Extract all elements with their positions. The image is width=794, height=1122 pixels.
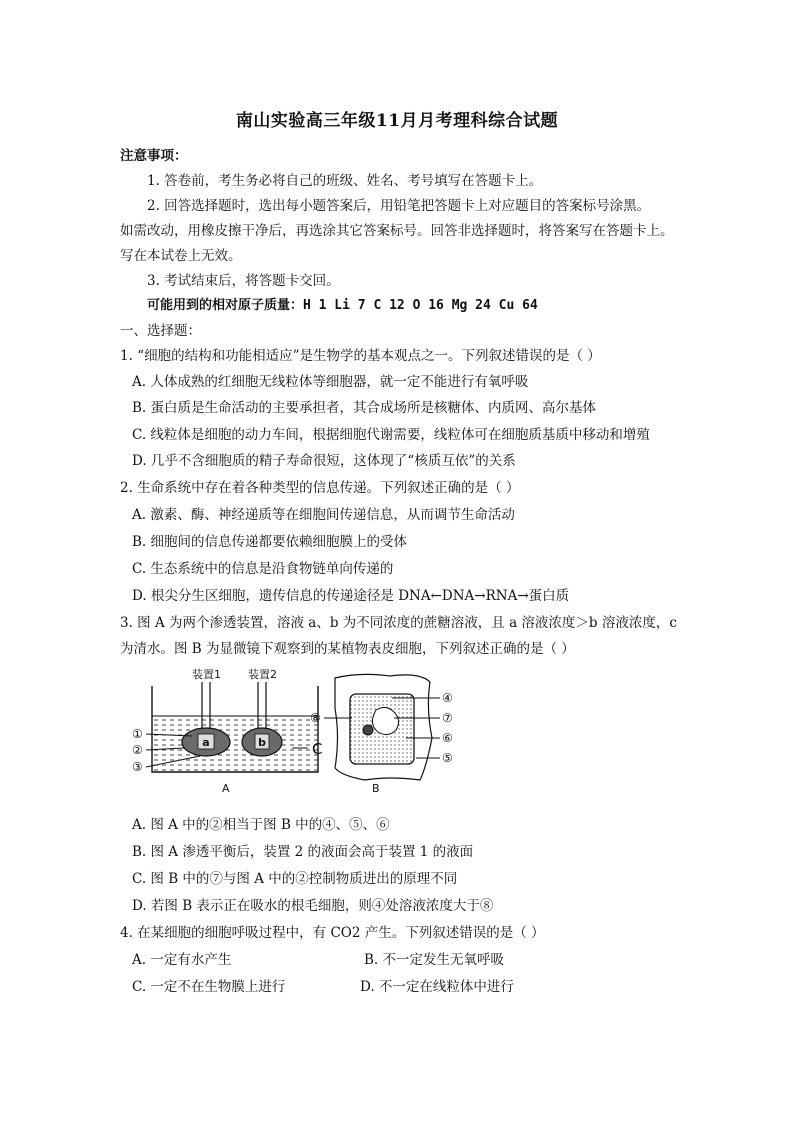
q2-option-b: B. 细胞间的信息传递都要依赖细胞膜上的受体 [132, 534, 408, 550]
page-title: 南山实验高三年级11月月考理科综合试题 [235, 111, 559, 131]
osmosis-diagram [130, 668, 510, 798]
marker-7: ⑦ [442, 711, 453, 725]
notes-heading: 注意事项： [120, 148, 188, 164]
q3-option-b: B. 图 A 渗透平衡后，装置 2 的液面会高于装置 1 的液面 [132, 844, 474, 860]
osmosis-figure [130, 668, 510, 802]
q3-option-a: A. 图 A 中的②相当于图 B 中的④、⑤、⑥ [132, 817, 390, 833]
q1-option-d: D. 几乎不含细胞质的精子寿命很短，这体现了“核质互依”的关系 [132, 453, 516, 469]
q4-option-b: B. 不一定发生无氧呼吸 [364, 952, 505, 968]
q3-stem-line-1: 3. 图 A 为两个渗透装置，溶液 a、b 为不同浓度的蔗糖溶液，且 a 溶液浓度＞b 溶液浓度，c [120, 615, 677, 631]
q3-option-c: C. 图 B 中的⑦与图 A 中的②控制物质进出的原理不同 [132, 871, 458, 887]
q2-option-c: C. 生态系统中的信息是沿食物链单向传递的 [132, 561, 394, 577]
water-c-label: C [312, 740, 323, 758]
solution-a-label: a [202, 736, 210, 749]
section-heading: 一、选择题： [120, 323, 201, 339]
q4-stem: 4. 在某细胞的细胞呼吸过程中，有 CO2 产生。下列叙述错误的是（ ） [120, 925, 545, 941]
marker-3: ③ [132, 760, 143, 774]
q1-option-c: C. 线粒体是细胞的动力车间，根据细胞代谢需要，线粒体可在细胞质基质中移动和增殖 [132, 427, 650, 443]
figure-b-label: B [372, 782, 380, 795]
marker-8: ⑧ [310, 711, 321, 725]
marker-1: ① [132, 727, 143, 741]
q1-option-b: B. 蛋白质是生命活动的主要承担者，其合成场所是核糖体、内质网、高尔基体 [132, 400, 597, 416]
note-2-line-1: 2. 回答选择题时，选出每小题答案后，用铅笔把答题卡上对应题目的答案标号涂黑。 [147, 198, 651, 214]
note-1: 1. 答卷前，考生务必将自己的班级、姓名、考号填写在答题卡上。 [147, 173, 543, 189]
solution-b-label: b [258, 736, 266, 749]
device-2-label: 装置2 [248, 668, 277, 681]
note-2-line-2: 如需改动，用橡皮擦干净后，再选涂其它答案标号。回答非选择题时，将答案写在答题卡上。 [120, 223, 674, 239]
q3-stem-line-2: 为清水。图 B 为显微镜下观察到的某植物表皮细胞，下列叙述正确的是（ ） [120, 641, 575, 657]
q3-option-d: D. 若图 B 表示正在吸水的根毛细胞，则④处溶液浓度大于⑧ [132, 898, 494, 914]
q4-option-c: C. 一定不在生物膜上进行 [132, 979, 286, 995]
q4-option-a: A. 一定有水产生 [132, 952, 232, 968]
q2-option-a: A. 激素、酶、神经递质等在细胞间传递信息，从而调节生命活动 [132, 507, 515, 523]
q4-option-d: D. 不一定在线粒体中进行 [360, 979, 514, 995]
atomic-mass-line: 可能用到的相对原子质量：H 1 Li 7 C 12 O 16 Mg 24 Cu 64 [147, 298, 538, 313]
note-3: 3. 考试结束后，将答题卡交回。 [147, 273, 340, 289]
figure-a-label: A [222, 782, 230, 795]
marker-2: ② [132, 743, 143, 757]
nucleus [363, 725, 373, 735]
q2-stem: 2. 生命系统中存在着各种类型的信息传递。下列叙述正确的是（ ） [120, 480, 520, 496]
note-2-line-3: 写在本试卷上无效。 [120, 248, 242, 264]
q1-option-a: A. 人体成熟的红细胞无线粒体等细胞器，就一定不能进行有氧呼吸 [132, 374, 529, 390]
device-1-label: 装置1 [192, 668, 221, 681]
marker-6: ⑥ [442, 731, 453, 745]
q1-stem: 1. “细胞的结构和功能相适应”是生物学的基本观点之一。下列叙述错误的是（ ） [120, 348, 601, 364]
beaker-water [152, 716, 318, 772]
q2-option-d: D. 根尖分生区细胞，遗传信息的传递途径是 DNA←DNA→RNA→蛋白质 [132, 588, 570, 604]
marker-4: ④ [442, 691, 453, 705]
marker-5: ⑤ [442, 751, 453, 765]
